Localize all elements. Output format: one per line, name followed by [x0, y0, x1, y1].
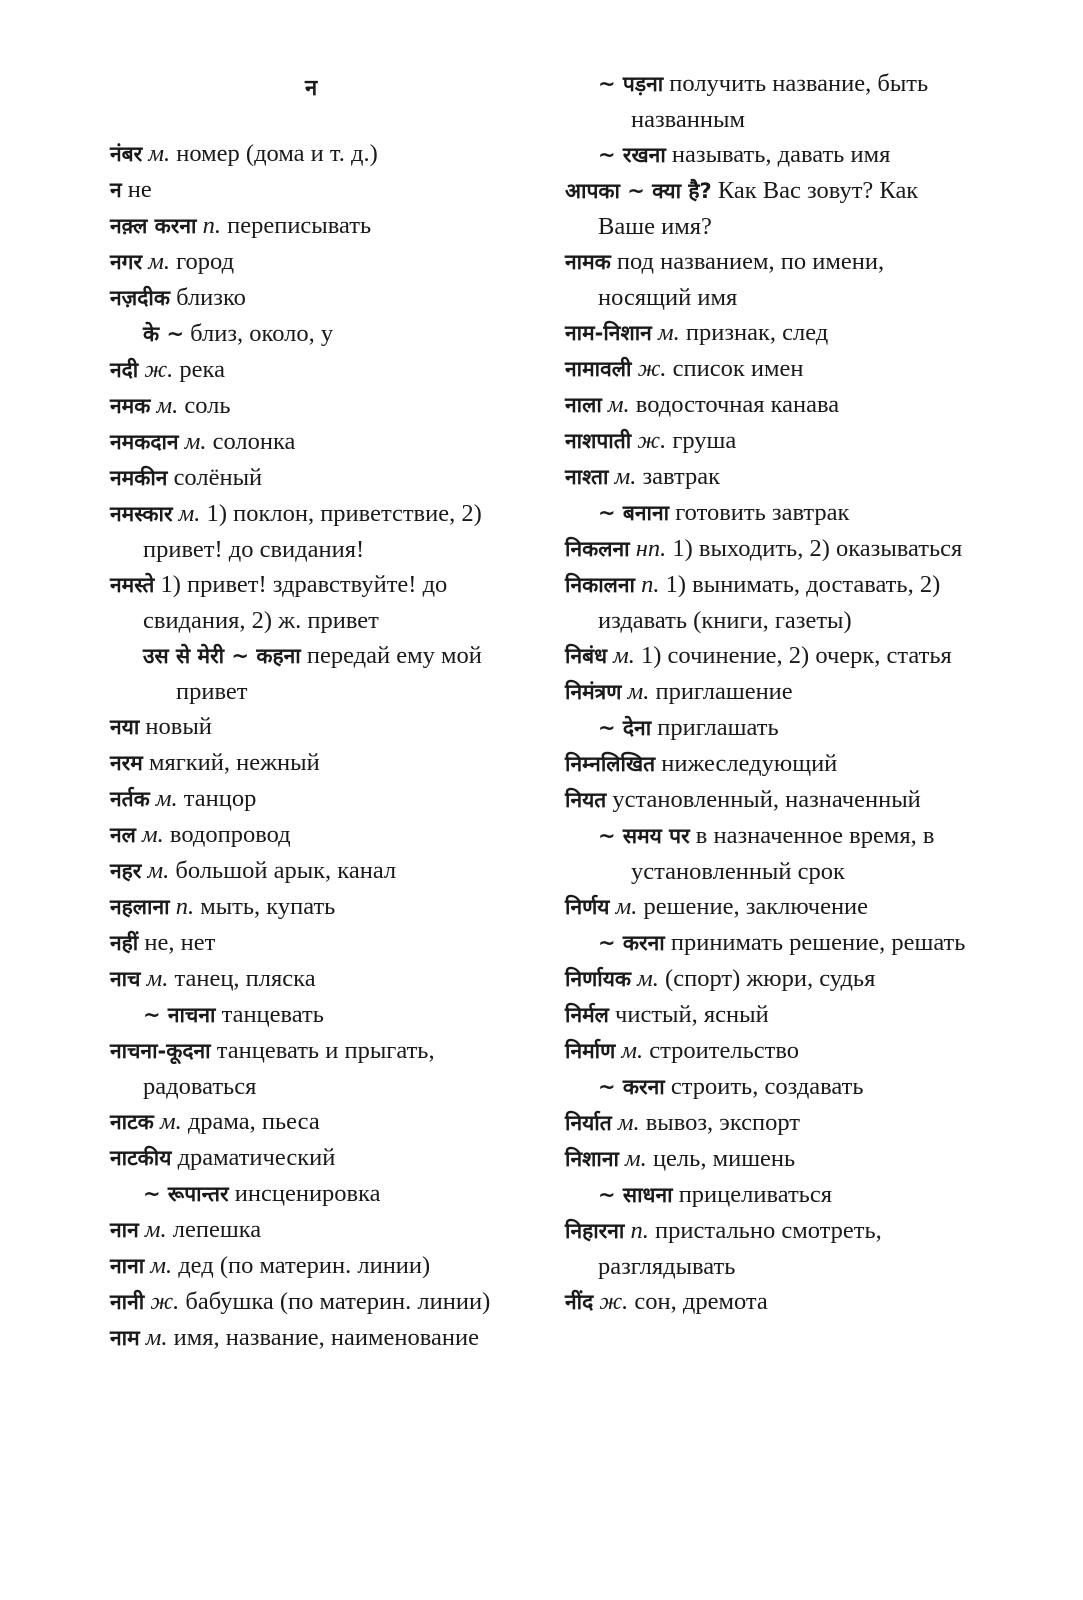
definition: 1) привет! здравствуйте! до свидания, 2) ж. привет	[143, 571, 448, 634]
sub-entry	[565, 1177, 980, 1213]
grammar-mark: ж.	[637, 355, 667, 382]
sub-entry	[565, 495, 980, 531]
grammar-mark: п.	[175, 893, 195, 920]
dictionary-entry	[110, 781, 525, 817]
grammar-mark: ж.	[599, 1288, 629, 1315]
definition: лепешка	[172, 1216, 262, 1243]
grammar-mark: ж.	[150, 1288, 180, 1315]
headword: निकलना	[565, 537, 630, 561]
definition: 1) поклон, приветствие, 2) привет! до свидания!	[143, 500, 482, 563]
headword: नंबर	[110, 142, 143, 166]
grammar-mark: м.	[617, 1109, 640, 1136]
grammar-mark: м.	[178, 500, 201, 527]
dictionary-entry	[110, 280, 525, 316]
definition: готовить завтрак	[675, 499, 850, 526]
section-letter: न	[305, 76, 318, 101]
dictionary-entry	[110, 961, 525, 997]
dictionary-entry	[110, 709, 525, 745]
definition: танцевать	[221, 1001, 324, 1028]
dictionary-entry	[110, 460, 525, 496]
headword: नानी	[110, 1290, 145, 1314]
grammar-mark: м.	[148, 140, 171, 167]
dictionary-entry	[110, 208, 525, 244]
dictionary-entry	[565, 1105, 980, 1141]
dictionary-entry	[565, 387, 980, 423]
dictionary-entry	[565, 674, 980, 710]
headword: निकालना	[565, 573, 635, 597]
definition: груша	[672, 427, 737, 454]
grammar-mark: м.	[627, 678, 650, 705]
sub-entry	[565, 1069, 980, 1105]
definition: танцор	[183, 785, 257, 812]
dictionary-entry	[565, 567, 980, 638]
dictionary-entry	[565, 1141, 980, 1177]
headword: नान	[110, 1218, 139, 1242]
definition: нижеследующий	[661, 750, 838, 777]
dictionary-entry	[110, 925, 525, 961]
headword: नियत	[565, 788, 607, 812]
grammar-mark: м.	[150, 1252, 173, 1279]
headword: ~ रखना	[598, 143, 666, 167]
definition: признак, след	[685, 319, 829, 346]
definition: номер (дома и т. д.)	[176, 140, 378, 167]
definition: переписывать	[227, 212, 372, 239]
definition: решение, заключение	[643, 893, 869, 920]
definition: называть, давать имя	[671, 141, 891, 168]
grammar-mark: м.	[148, 248, 170, 275]
definition: не, нет	[144, 929, 216, 956]
headword: नमस्कार	[110, 502, 173, 526]
definition: город	[176, 248, 235, 275]
dictionary-entry	[110, 817, 525, 853]
sub-entry	[110, 997, 525, 1033]
headword: निर्णय	[565, 895, 610, 919]
definition: водосточная канава	[635, 391, 840, 418]
dictionary-entry	[110, 1248, 525, 1284]
definition: в назначенное время, в установленный срок	[631, 822, 935, 885]
dictionary-entry	[110, 136, 525, 172]
grammar-mark: м.	[614, 463, 637, 490]
grammar-mark: м.	[657, 319, 680, 346]
headword: नरम	[110, 751, 143, 775]
definition: бабушка (по материн. линии)	[185, 1288, 491, 1315]
headword: नाटकीय	[110, 1146, 172, 1170]
headword: नर्तक	[110, 787, 150, 811]
headword: नदी	[110, 358, 139, 382]
grammar-mark: м.	[613, 642, 635, 669]
headword: के ~	[143, 322, 185, 346]
headword: नहलाना	[110, 895, 170, 919]
headword: नज़दीक	[110, 286, 170, 310]
headword: निशाना	[565, 1147, 619, 1171]
headword: निबंध	[565, 644, 607, 668]
definition: инсценировка	[234, 1180, 381, 1207]
dictionary-entry	[565, 1284, 980, 1320]
dictionary-entry	[565, 531, 980, 567]
headword: निम्नलिखित	[565, 752, 656, 776]
sub-entry	[565, 137, 980, 173]
grammar-mark: п.	[630, 1217, 649, 1244]
dictionary-entry	[110, 1140, 525, 1176]
definition: близко	[176, 284, 246, 311]
dictionary-entry	[110, 424, 525, 460]
dictionary-entry	[565, 173, 980, 244]
headword: नामावली	[565, 357, 632, 381]
dictionary-entry	[110, 1284, 525, 1320]
definition: установленный, назначенный	[612, 786, 921, 813]
headword: नया	[110, 715, 140, 739]
definition: большой арык, канал	[175, 857, 397, 884]
grammar-mark: м.	[184, 428, 207, 455]
definition: новый	[145, 713, 212, 740]
sub-entry	[565, 818, 980, 889]
right-column	[565, 66, 980, 1320]
headword: नहर	[110, 859, 142, 883]
headword: ~ देना	[598, 716, 652, 740]
headword: ~ नाचना	[143, 1003, 216, 1027]
dictionary-entry	[565, 1213, 980, 1284]
headword: ~ रूपान्तर	[143, 1182, 229, 1206]
definition: (спорт) жюри, судья	[665, 965, 876, 992]
definition: мягкий, нежный	[148, 749, 320, 776]
definition: получить название, быть названным	[631, 70, 929, 133]
grammar-mark: м.	[607, 391, 630, 418]
grammar-mark: м.	[144, 1216, 167, 1243]
dictionary-entry	[565, 459, 980, 495]
grammar-mark: нп.	[635, 535, 667, 562]
headword: ~ समय पर	[598, 824, 690, 848]
grammar-mark: ж.	[637, 427, 667, 454]
dictionary-entry	[110, 745, 525, 781]
headword: नाना	[110, 1254, 145, 1278]
headword: नामक	[565, 250, 611, 274]
dictionary-entry	[110, 1212, 525, 1248]
definition: драма, пьеса	[187, 1108, 320, 1135]
definition: водопровод	[169, 821, 291, 848]
headword: नाटक	[110, 1110, 154, 1134]
dictionary-entry	[110, 1320, 525, 1356]
headword: ~ बनाना	[598, 501, 670, 525]
headword: आपका ~ क्या है?	[565, 179, 712, 203]
definition: пристально смотреть, разглядывать	[598, 1217, 882, 1280]
dictionary-entry	[110, 496, 525, 567]
definition: 1) вынимать, доставать, 2) издавать (книги, газеты)	[598, 571, 941, 634]
dictionary-entry	[565, 889, 980, 925]
headword: ~ करना	[598, 1075, 665, 1099]
headword: निहारना	[565, 1219, 625, 1243]
grammar-mark: м.	[615, 893, 638, 920]
dictionary-entry	[110, 244, 525, 280]
definition: прицеливаться	[678, 1181, 832, 1208]
dictionary-entry	[565, 746, 980, 782]
definition: чистый, ясный	[615, 1001, 769, 1028]
definition: близ, около, у	[190, 320, 334, 347]
definition: солонка	[212, 428, 296, 455]
definition: драматический	[177, 1144, 336, 1171]
dictionary-entry	[565, 782, 980, 818]
definition: строительство	[649, 1037, 800, 1064]
dictionary-entry	[110, 172, 525, 208]
dictionary-entry	[565, 351, 980, 387]
grammar-mark: м.	[155, 785, 178, 812]
grammar-mark: м.	[142, 821, 164, 848]
definition: сон, дремота	[634, 1288, 768, 1315]
sub-entry	[110, 638, 525, 709]
definition: 1) сочинение, 2) очерк, статья	[641, 642, 952, 669]
grammar-mark: м.	[145, 1324, 168, 1351]
definition: солёный	[173, 464, 263, 491]
headword: न	[110, 178, 122, 202]
sub-entry	[110, 316, 525, 352]
headword: निर्माण	[565, 1039, 616, 1063]
headword: नाम-निशान	[565, 321, 652, 345]
definition: не	[127, 176, 152, 203]
headword: निर्मल	[565, 1003, 609, 1027]
dictionary-entry	[565, 961, 980, 997]
grammar-mark: м.	[156, 392, 179, 419]
headword: निर्यात	[565, 1111, 612, 1135]
headword: ~ करना	[598, 931, 665, 955]
definition: завтрак	[642, 463, 720, 490]
dictionary-entry	[110, 853, 525, 889]
headword: नाम	[110, 1326, 140, 1350]
definition: передай ему мой привет	[176, 642, 482, 705]
dictionary-entry	[110, 388, 525, 424]
dictionary-entry	[110, 567, 525, 638]
headword: नमस्ते	[110, 573, 155, 597]
definition: Как Вас зовут? Как Ваше имя?	[598, 177, 919, 240]
headword: ~ पड़ना	[598, 72, 664, 96]
grammar-mark: м.	[637, 965, 659, 992]
sub-entry	[565, 925, 980, 961]
sub-entry	[110, 1176, 525, 1212]
headword: नमकीन	[110, 466, 168, 490]
definition: дед (по материн. линии)	[178, 1252, 431, 1279]
grammar-mark: м.	[625, 1145, 647, 1172]
headword: नाचना-कूदना	[110, 1039, 211, 1063]
sub-entry	[565, 710, 980, 746]
definition: река	[179, 356, 225, 383]
dictionary-entry	[565, 997, 980, 1033]
dictionary-entry	[110, 1104, 525, 1140]
grammar-mark: м.	[621, 1037, 644, 1064]
definition: соль	[184, 392, 231, 419]
dictionary-entry	[110, 889, 525, 925]
definition: танец, пляска	[174, 965, 316, 992]
dictionary-entry	[565, 244, 980, 315]
headword: नाला	[565, 393, 602, 417]
definition: приглашать	[657, 714, 779, 741]
dictionary-entry	[110, 352, 525, 388]
definition: цель, мишень	[652, 1145, 796, 1172]
headword: नल	[110, 823, 136, 847]
definition: приглашение	[655, 678, 793, 705]
headword: नाच	[110, 967, 141, 991]
left-column	[110, 136, 525, 1356]
grammar-mark: п.	[641, 571, 660, 598]
headword: निर्णायक	[565, 967, 632, 991]
headword: नमकदान	[110, 430, 179, 454]
definition: строить, создавать	[670, 1073, 864, 1100]
grammar-mark: ж.	[144, 356, 174, 383]
sub-entry	[565, 66, 980, 137]
definition: принимать решение, решать	[670, 929, 966, 956]
headword: ~ साधना	[598, 1183, 673, 1207]
dictionary-entry	[110, 1033, 525, 1104]
dictionary-entry	[565, 315, 980, 351]
definition: мыть, купать	[200, 893, 336, 920]
dictionary-entry	[565, 638, 980, 674]
definition: вывоз, экспорт	[645, 1109, 800, 1136]
definition: список имен	[672, 355, 804, 382]
grammar-mark: м.	[147, 857, 170, 884]
headword: नगर	[110, 250, 143, 274]
grammar-mark: м.	[159, 1108, 182, 1135]
dictionary-entry	[565, 1033, 980, 1069]
definition: 1) выходить, 2) оказываться	[672, 535, 963, 562]
definition: под названием, по имени, носящий имя	[598, 248, 885, 311]
grammar-mark: м.	[146, 965, 169, 992]
headword: निमंत्रण	[565, 680, 622, 704]
definition: имя, название, наименование	[173, 1324, 479, 1351]
headword: उस से मेरी ~ कहना	[143, 644, 301, 668]
headword: नहीं	[110, 931, 139, 955]
headword: नाश्ता	[565, 465, 609, 489]
dictionary-entry	[565, 423, 980, 459]
headword: नमक	[110, 394, 151, 418]
definition: танцевать и прыгать, радоваться	[143, 1037, 435, 1100]
headword: नींद	[565, 1290, 594, 1314]
headword: नक़्ल करना	[110, 214, 197, 238]
headword: नाशपाती	[565, 429, 632, 453]
grammar-mark: п.	[202, 212, 221, 239]
